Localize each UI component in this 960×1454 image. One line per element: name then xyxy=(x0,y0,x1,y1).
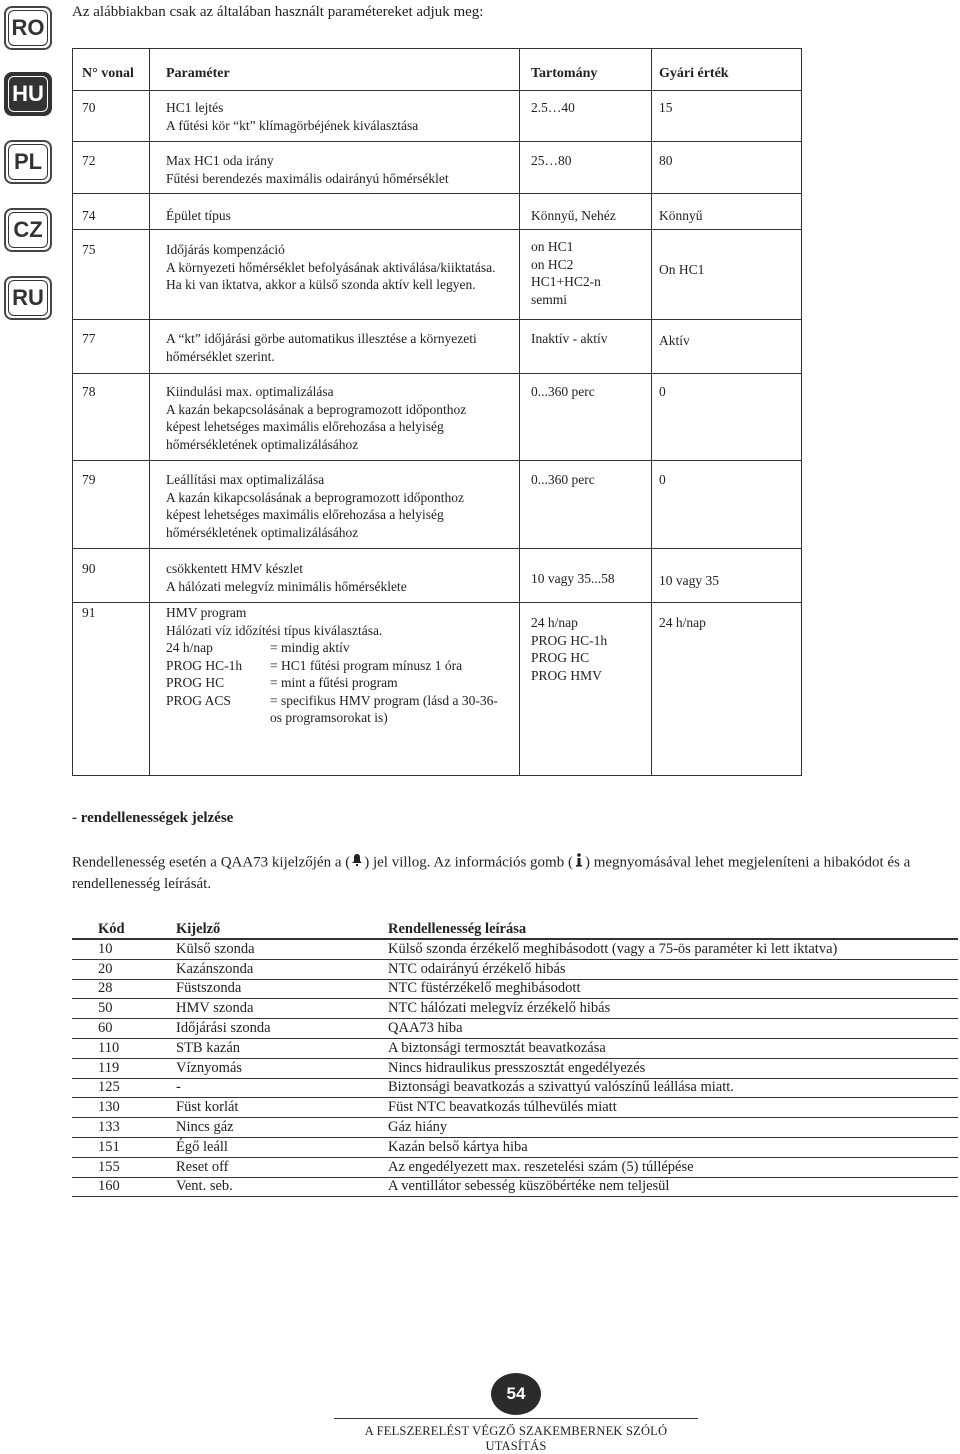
header-range: Tartomány xyxy=(531,66,598,81)
param-range-value: Könnyű, Nehéz xyxy=(531,208,616,223)
row-divider xyxy=(73,548,801,549)
fault-row xyxy=(72,1038,958,1058)
param-line-number: 72 xyxy=(82,153,96,168)
faults-text-2: ) jel villog. Az információs gomb ( xyxy=(364,854,573,871)
param-description-line: képest lehetséges maximális előrehozása a helyiség xyxy=(166,419,444,434)
fault-code: 20 xyxy=(72,959,150,979)
param-default-value: Könnyű xyxy=(659,208,703,223)
param-description-line: képest lehetséges maximális előrehozása a helyiség xyxy=(166,507,444,522)
info-button-icon xyxy=(574,852,584,874)
param-description-line: hőmérséklet szerint. xyxy=(166,348,275,364)
fault-code: 133 xyxy=(72,1118,150,1138)
fault-row xyxy=(72,1177,958,1197)
program-option-value: os programsorokat is) xyxy=(270,710,388,725)
program-option-value: = mint a fűtési program xyxy=(270,675,398,690)
fault-display: - xyxy=(150,1078,358,1098)
program-option-value: = HC1 fűtési program mínusz 1 óra xyxy=(270,657,463,673)
fault-display: STB kazán xyxy=(150,1038,358,1058)
page-number: 54 xyxy=(491,1373,541,1415)
fault-display: Víznyomás xyxy=(150,1058,358,1078)
param-description-line: Időjárás kompenzáció xyxy=(166,242,285,257)
fault-row xyxy=(72,1019,958,1039)
column-divider xyxy=(149,49,150,775)
fault-display: Füstszonda xyxy=(150,979,358,999)
param-description-line: A kazán kikapcsolásának a beprogramozott időponthoz xyxy=(166,489,465,505)
row-divider xyxy=(73,602,801,603)
program-option-key: 24 h/nap xyxy=(166,640,213,655)
param-line-number: 78 xyxy=(82,384,96,399)
intro-text: Az alábbiakban csak az általában használt paramétereket adjuk meg: xyxy=(72,4,484,20)
fault-code: 60 xyxy=(72,1019,150,1039)
param-description-line: Leállítási max optimalizálása xyxy=(166,472,325,487)
lang-tab-hu[interactable]: HU xyxy=(4,72,52,116)
param-line-number: 74 xyxy=(82,208,96,223)
fault-display: Füst korlát xyxy=(150,1098,358,1118)
param-line-number: 75 xyxy=(82,242,96,257)
param-description-line: A környezeti hőmérséklet befolyásának aktiválása/kiiktatása. xyxy=(166,259,496,275)
fault-row xyxy=(72,1118,958,1138)
header-code: Kód xyxy=(72,920,150,939)
param-description-line: HC1 lejtés xyxy=(166,100,224,115)
footer-divider xyxy=(334,1418,698,1419)
fault-display: Reset off xyxy=(150,1157,358,1177)
header-default: Gyári érték xyxy=(659,66,729,81)
fault-code-table xyxy=(72,920,958,1197)
fault-row xyxy=(72,999,958,1019)
fault-description: A biztonsági termosztát beavatkozása xyxy=(358,1038,958,1058)
fault-table-header xyxy=(72,920,958,939)
header-display: Kijelző xyxy=(150,920,358,939)
fault-code: 119 xyxy=(72,1058,150,1078)
column-divider xyxy=(519,49,520,775)
fault-row xyxy=(72,939,958,959)
param-range-value: 2.5…40 xyxy=(531,100,575,115)
param-range-value: semmi xyxy=(531,291,567,307)
param-description-line: Max HC1 oda irány xyxy=(166,153,274,168)
row-divider xyxy=(73,90,801,91)
fault-row xyxy=(72,1157,958,1177)
lang-tab-ro[interactable]: RO xyxy=(4,6,52,50)
param-description-line: hőmérsékletének optimalizálásához xyxy=(166,524,359,540)
fault-description: Külső szonda érzékelő meghibásodott (vagy a 75-ös paraméter ki lett iktatva) xyxy=(358,939,958,959)
fault-display: Időjárási szonda xyxy=(150,1019,358,1039)
fault-description: NTC hálózati melegvíz érzékelő hibás xyxy=(358,999,958,1019)
param-line-number: 79 xyxy=(82,472,96,487)
faults-text-3: ) megnyomásával lehet megjeleníteni a hibakódot és a rendellenesség leírását. xyxy=(72,854,911,892)
param-description-line: Hálózati víz időzítési típus kiválasztása. xyxy=(166,622,383,638)
param-line-number: 91 xyxy=(82,605,96,620)
column-divider xyxy=(651,49,652,775)
param-line-number: 77 xyxy=(82,331,96,346)
fault-code: 28 xyxy=(72,979,150,999)
param-range-value: PROG HC xyxy=(531,650,590,665)
faults-title: - rendellenességek jelzése xyxy=(72,810,234,826)
param-description-line: csökkentett HMV készlet xyxy=(166,561,303,576)
param-range-value: Inaktív - aktív xyxy=(531,331,608,346)
param-default-value: 15 xyxy=(659,100,673,115)
lang-tab-ru[interactable]: RU xyxy=(4,276,52,320)
param-description-line: A fűtési kör “kt” klímagörbéjének kiválasztása xyxy=(166,117,419,133)
row-divider xyxy=(73,373,801,374)
program-option-key: PROG HC xyxy=(166,675,225,690)
fault-description: Füst NTC beavatkozás túlhevülés miatt xyxy=(358,1098,958,1118)
footer-text: A FELSZERELÉST VÉGZŐ SZAKEMBERNEK SZÓLÓ UTASÍTÁS xyxy=(364,1424,668,1453)
fault-row xyxy=(72,979,958,999)
param-default-value: 0 xyxy=(659,384,666,399)
lang-tab-pl[interactable]: PL xyxy=(4,140,52,184)
row-divider xyxy=(73,460,801,461)
program-option-value: = mindig aktív xyxy=(270,640,350,655)
param-range-value: 0...360 perc xyxy=(531,384,595,399)
param-range-value: 25…80 xyxy=(531,153,572,168)
param-default-value: 0 xyxy=(659,472,666,487)
param-default-value: Aktív xyxy=(659,333,690,348)
param-range-value: on HC2 xyxy=(531,256,574,272)
fault-code: 10 xyxy=(72,939,150,959)
faults-text-1: Rendellenesség esetén a QAA73 kijelzőjén a ( xyxy=(72,854,351,871)
fault-description: A ventillátor sebesség küszöbértéke nem teljesül xyxy=(358,1177,958,1197)
fault-description: Kazán belső kártya hiba xyxy=(358,1137,958,1157)
row-divider xyxy=(73,319,801,320)
param-range-value: PROG HC-1h xyxy=(531,632,608,648)
program-option-key: PROG ACS xyxy=(166,692,231,708)
fault-description: NTC füstérzékelő meghibásodott xyxy=(358,979,958,999)
param-range-value: PROG HMV xyxy=(531,667,602,683)
fault-row xyxy=(72,1098,958,1118)
fault-display: Vent. seb. xyxy=(150,1177,358,1197)
fault-code: 155 xyxy=(72,1157,150,1177)
fault-description: QAA73 hiba xyxy=(358,1019,958,1039)
fault-row xyxy=(72,1137,958,1157)
header-parameter: Paraméter xyxy=(166,66,230,81)
fault-code: 125 xyxy=(72,1078,150,1098)
param-description-line: hőmérsékletének optimalizálásához xyxy=(166,436,359,452)
param-description-line: A kazán bekapcsolásának a beprogramozott időponthoz xyxy=(166,401,467,417)
fault-code: 110 xyxy=(72,1038,150,1058)
param-description-line: A hálózati melegvíz minimális hőmérséklete xyxy=(166,578,407,594)
param-range-value: 24 h/nap xyxy=(531,615,578,630)
fault-row xyxy=(72,1058,958,1078)
program-option-value: = specifikus HMV program (lásd a 30-36- xyxy=(270,692,498,708)
fault-display: Külső szonda xyxy=(150,939,358,959)
program-option-key: PROG HC-1h xyxy=(166,657,243,673)
fault-description: Az engedélyezett max. reszetelési szám (5) túllépése xyxy=(358,1157,958,1177)
fault-display: HMV szonda xyxy=(150,999,358,1019)
bell-icon xyxy=(351,853,363,873)
fault-description: NTC odairányú érzékelő hibás xyxy=(358,959,958,979)
row-divider xyxy=(73,141,801,142)
fault-code: 160 xyxy=(72,1177,150,1197)
fault-row xyxy=(72,1078,958,1098)
fault-code: 130 xyxy=(72,1098,150,1118)
fault-display: Nincs gáz xyxy=(150,1118,358,1138)
fault-description: Biztonsági beavatkozás a szivattyú valószínű leállása miatt. xyxy=(358,1078,958,1098)
lang-tab-cz[interactable]: CZ xyxy=(4,208,52,252)
param-description-line: Fűtési berendezés maximális odairányú hőmérséklet xyxy=(166,170,449,186)
header-description: Rendellenesség leírása xyxy=(358,920,958,939)
parameter-table xyxy=(72,48,802,776)
param-default-value: On HC1 xyxy=(659,262,705,277)
faults-description xyxy=(72,852,960,894)
fault-row xyxy=(72,959,958,979)
fault-description: Nincs hidraulikus presszosztát engedélyezés xyxy=(358,1058,958,1078)
param-default-value: 24 h/nap xyxy=(659,615,706,630)
param-range-value: 0...360 perc xyxy=(531,472,595,487)
param-default-value: 10 vagy 35 xyxy=(659,573,719,588)
fault-code: 151 xyxy=(72,1137,150,1157)
param-description-line: Épület típus xyxy=(166,208,231,223)
param-description-line: Ha ki van iktatva, akkor a külső szonda aktív kell legyen. xyxy=(166,277,476,292)
param-range-value: on HC1 xyxy=(531,239,574,254)
header-line: N° vonal xyxy=(82,66,134,81)
param-description-line: A “kt” időjárási görbe automatikus illesztése a környezeti xyxy=(166,331,477,346)
param-range-value: HC1+HC2-n xyxy=(531,274,601,289)
fault-display: Kazánszonda xyxy=(150,959,358,979)
row-divider xyxy=(73,193,801,194)
param-line-number: 70 xyxy=(82,100,96,115)
row-divider xyxy=(73,229,801,230)
param-description-line: HMV program xyxy=(166,605,247,620)
fault-description: Gáz hiány xyxy=(358,1118,958,1138)
fault-display: Égő leáll xyxy=(150,1137,358,1157)
param-range-value: 10 vagy 35...58 xyxy=(531,571,615,586)
param-line-number: 90 xyxy=(82,561,96,576)
param-default-value: 80 xyxy=(659,153,673,168)
param-description-line: Kiindulási max. optimalizálása xyxy=(166,384,334,399)
fault-code: 50 xyxy=(72,999,150,1019)
